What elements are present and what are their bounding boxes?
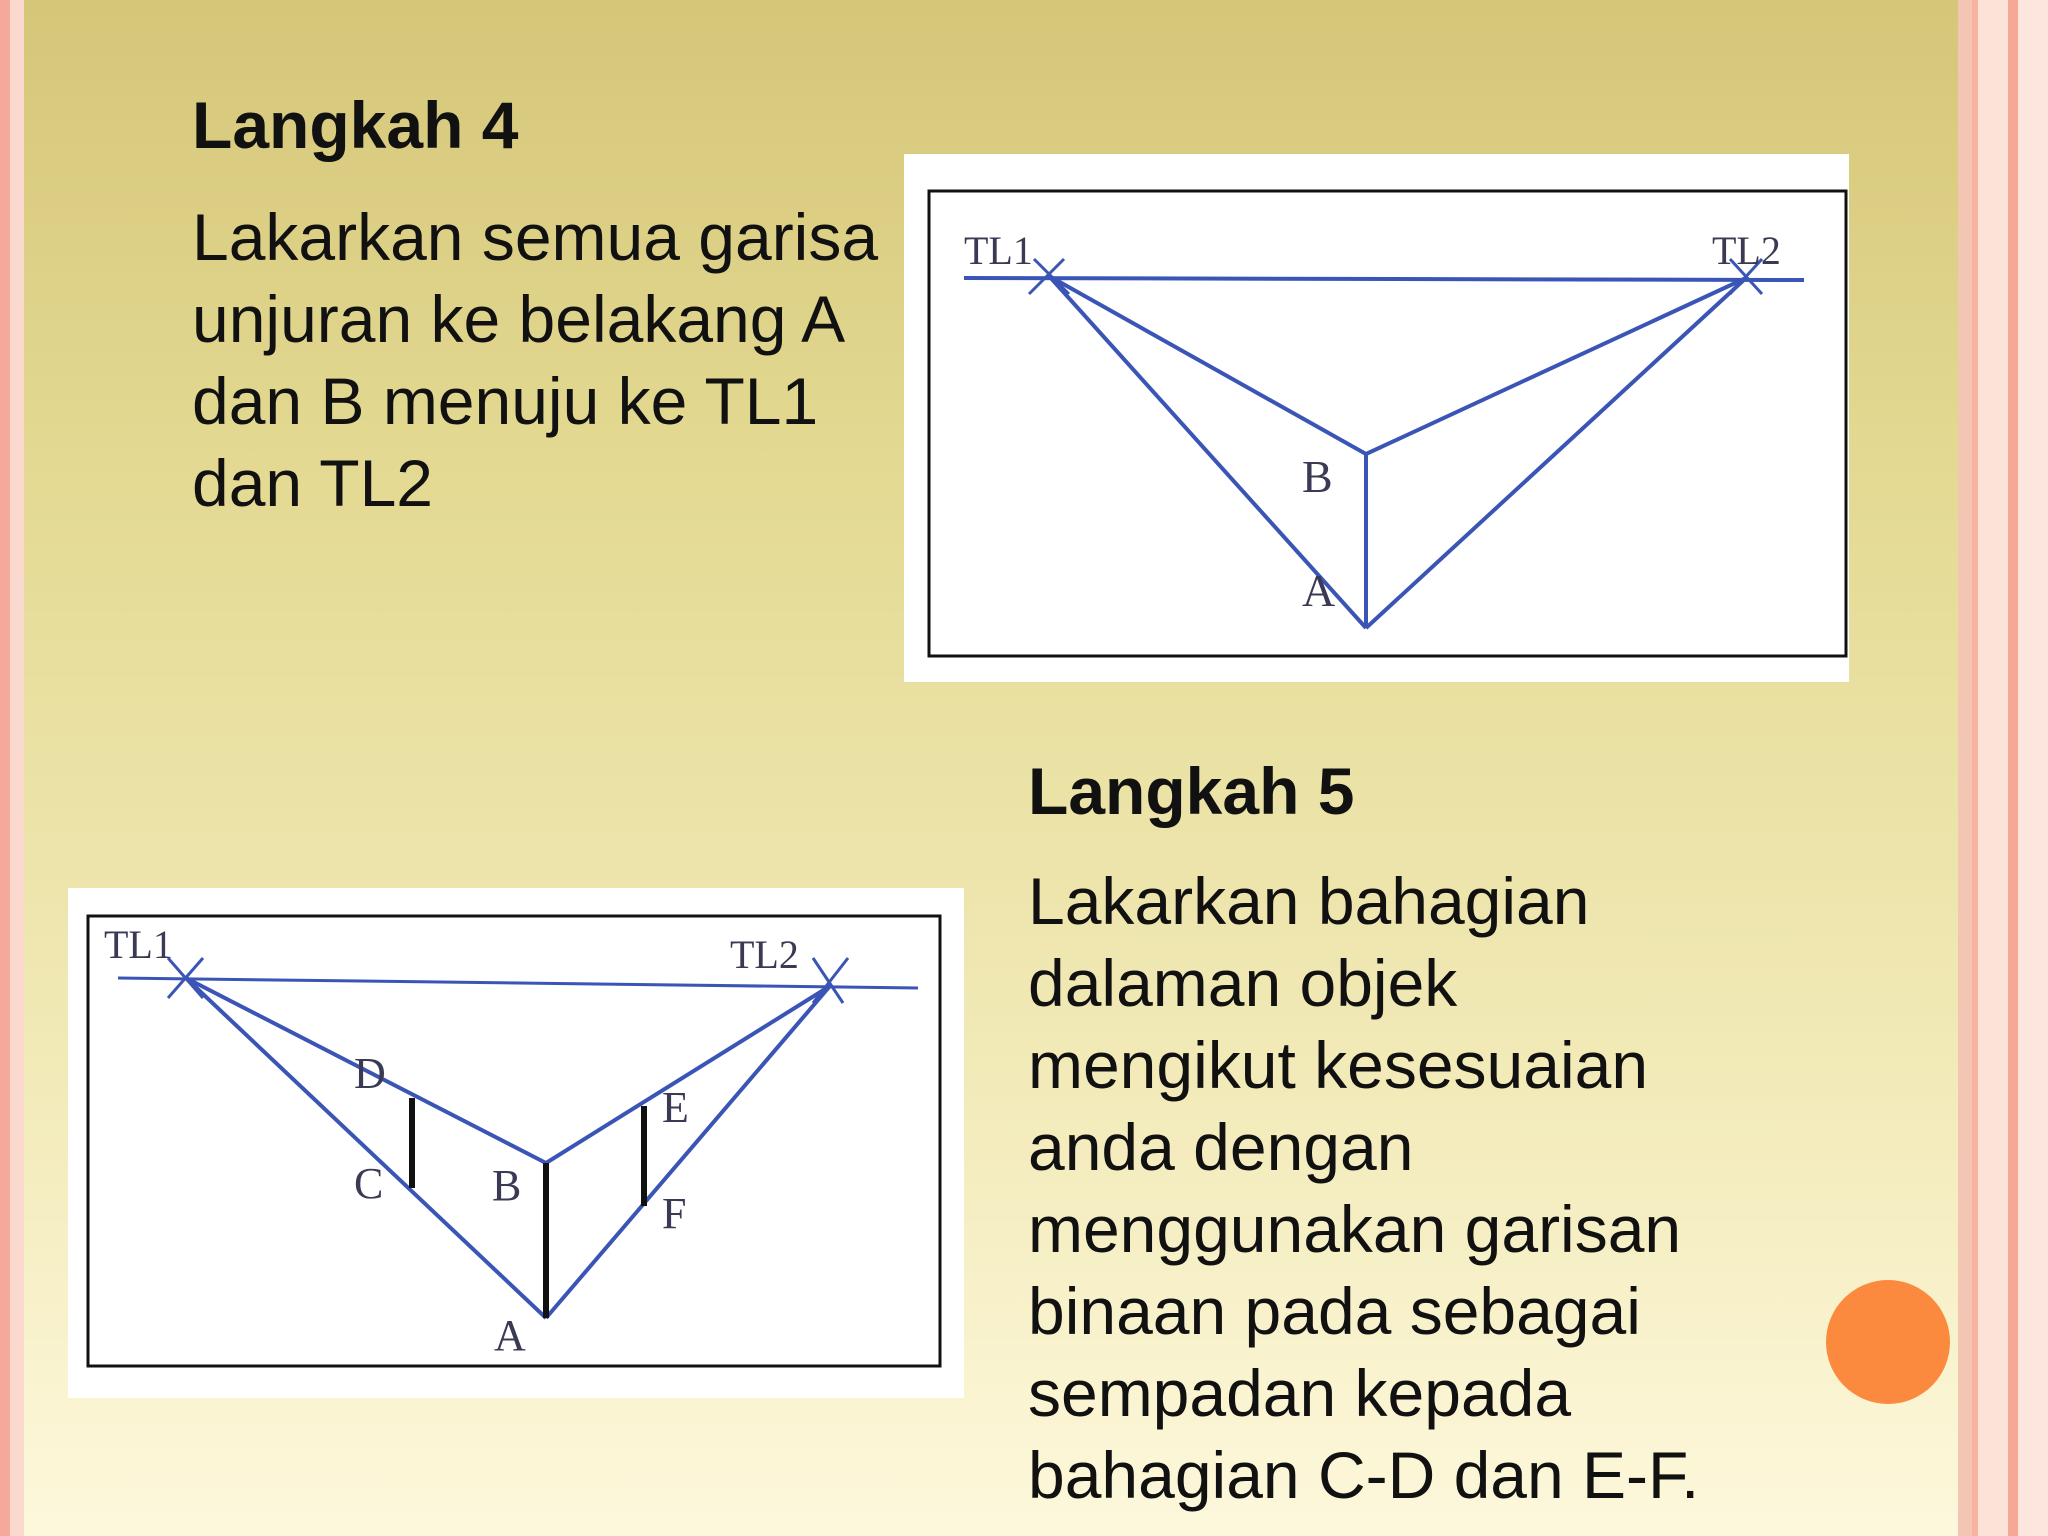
projection-line	[1049, 276, 1366, 454]
projection-line	[1366, 278, 1746, 628]
tl2-label: TL2	[1712, 228, 1781, 273]
step5-line: bahagian C-D dan E-F.	[1028, 1438, 1700, 1512]
step4-diagram	[904, 154, 1849, 682]
projection-line	[546, 986, 830, 1318]
projection-line	[1366, 278, 1746, 454]
projection-line	[546, 986, 830, 1163]
point-f-label: F	[662, 1189, 687, 1238]
step5-diagram	[68, 888, 964, 1398]
step5-line: mengikut kesesuaian	[1028, 1028, 1649, 1102]
step4-line: dan B menuju ke TL1	[192, 364, 819, 438]
step4-line: unjuran ke belakang A	[192, 282, 846, 356]
point-b-label: B	[1302, 451, 1333, 502]
point-a-label: A	[494, 1311, 526, 1360]
step4-line: Lakarkan semua garisa	[192, 200, 879, 274]
point-c-label: C	[354, 1159, 384, 1208]
point-a-label: A	[1302, 565, 1336, 616]
horizon-line	[964, 278, 1804, 280]
tl2-label: TL2	[730, 932, 799, 977]
step5-line: Lakarkan bahagian	[1028, 864, 1590, 938]
step5-line: menggunakan garisan	[1028, 1192, 1682, 1266]
step5-line: anda dengan	[1028, 1110, 1414, 1184]
tl1-label: TL1	[964, 228, 1033, 273]
step4-text	[192, 196, 878, 524]
point-b-label: B	[492, 1161, 522, 1210]
left-border-decoration	[0, 0, 24, 1536]
horizon-line	[118, 978, 918, 988]
step5-line: binaan pada sebagai	[1028, 1274, 1641, 1348]
step5-line: dalaman objek	[1028, 946, 1458, 1020]
step5-heading: Langkah 5	[1028, 754, 1355, 828]
tl1-label: TL1	[104, 922, 173, 967]
step4-heading: Langkah 4	[192, 88, 519, 162]
right-border-decoration	[1958, 0, 2048, 1536]
orange-dot-decoration	[1826, 1280, 1950, 1404]
point-e-label: E	[662, 1083, 689, 1132]
projection-line	[186, 978, 546, 1318]
diagram-frame	[929, 191, 1846, 656]
step5-text	[1028, 860, 1699, 1516]
step4-line: dan TL2	[192, 446, 433, 520]
point-d-label: D	[354, 1049, 386, 1098]
step5-line: sempadan kepada	[1028, 1356, 1572, 1430]
